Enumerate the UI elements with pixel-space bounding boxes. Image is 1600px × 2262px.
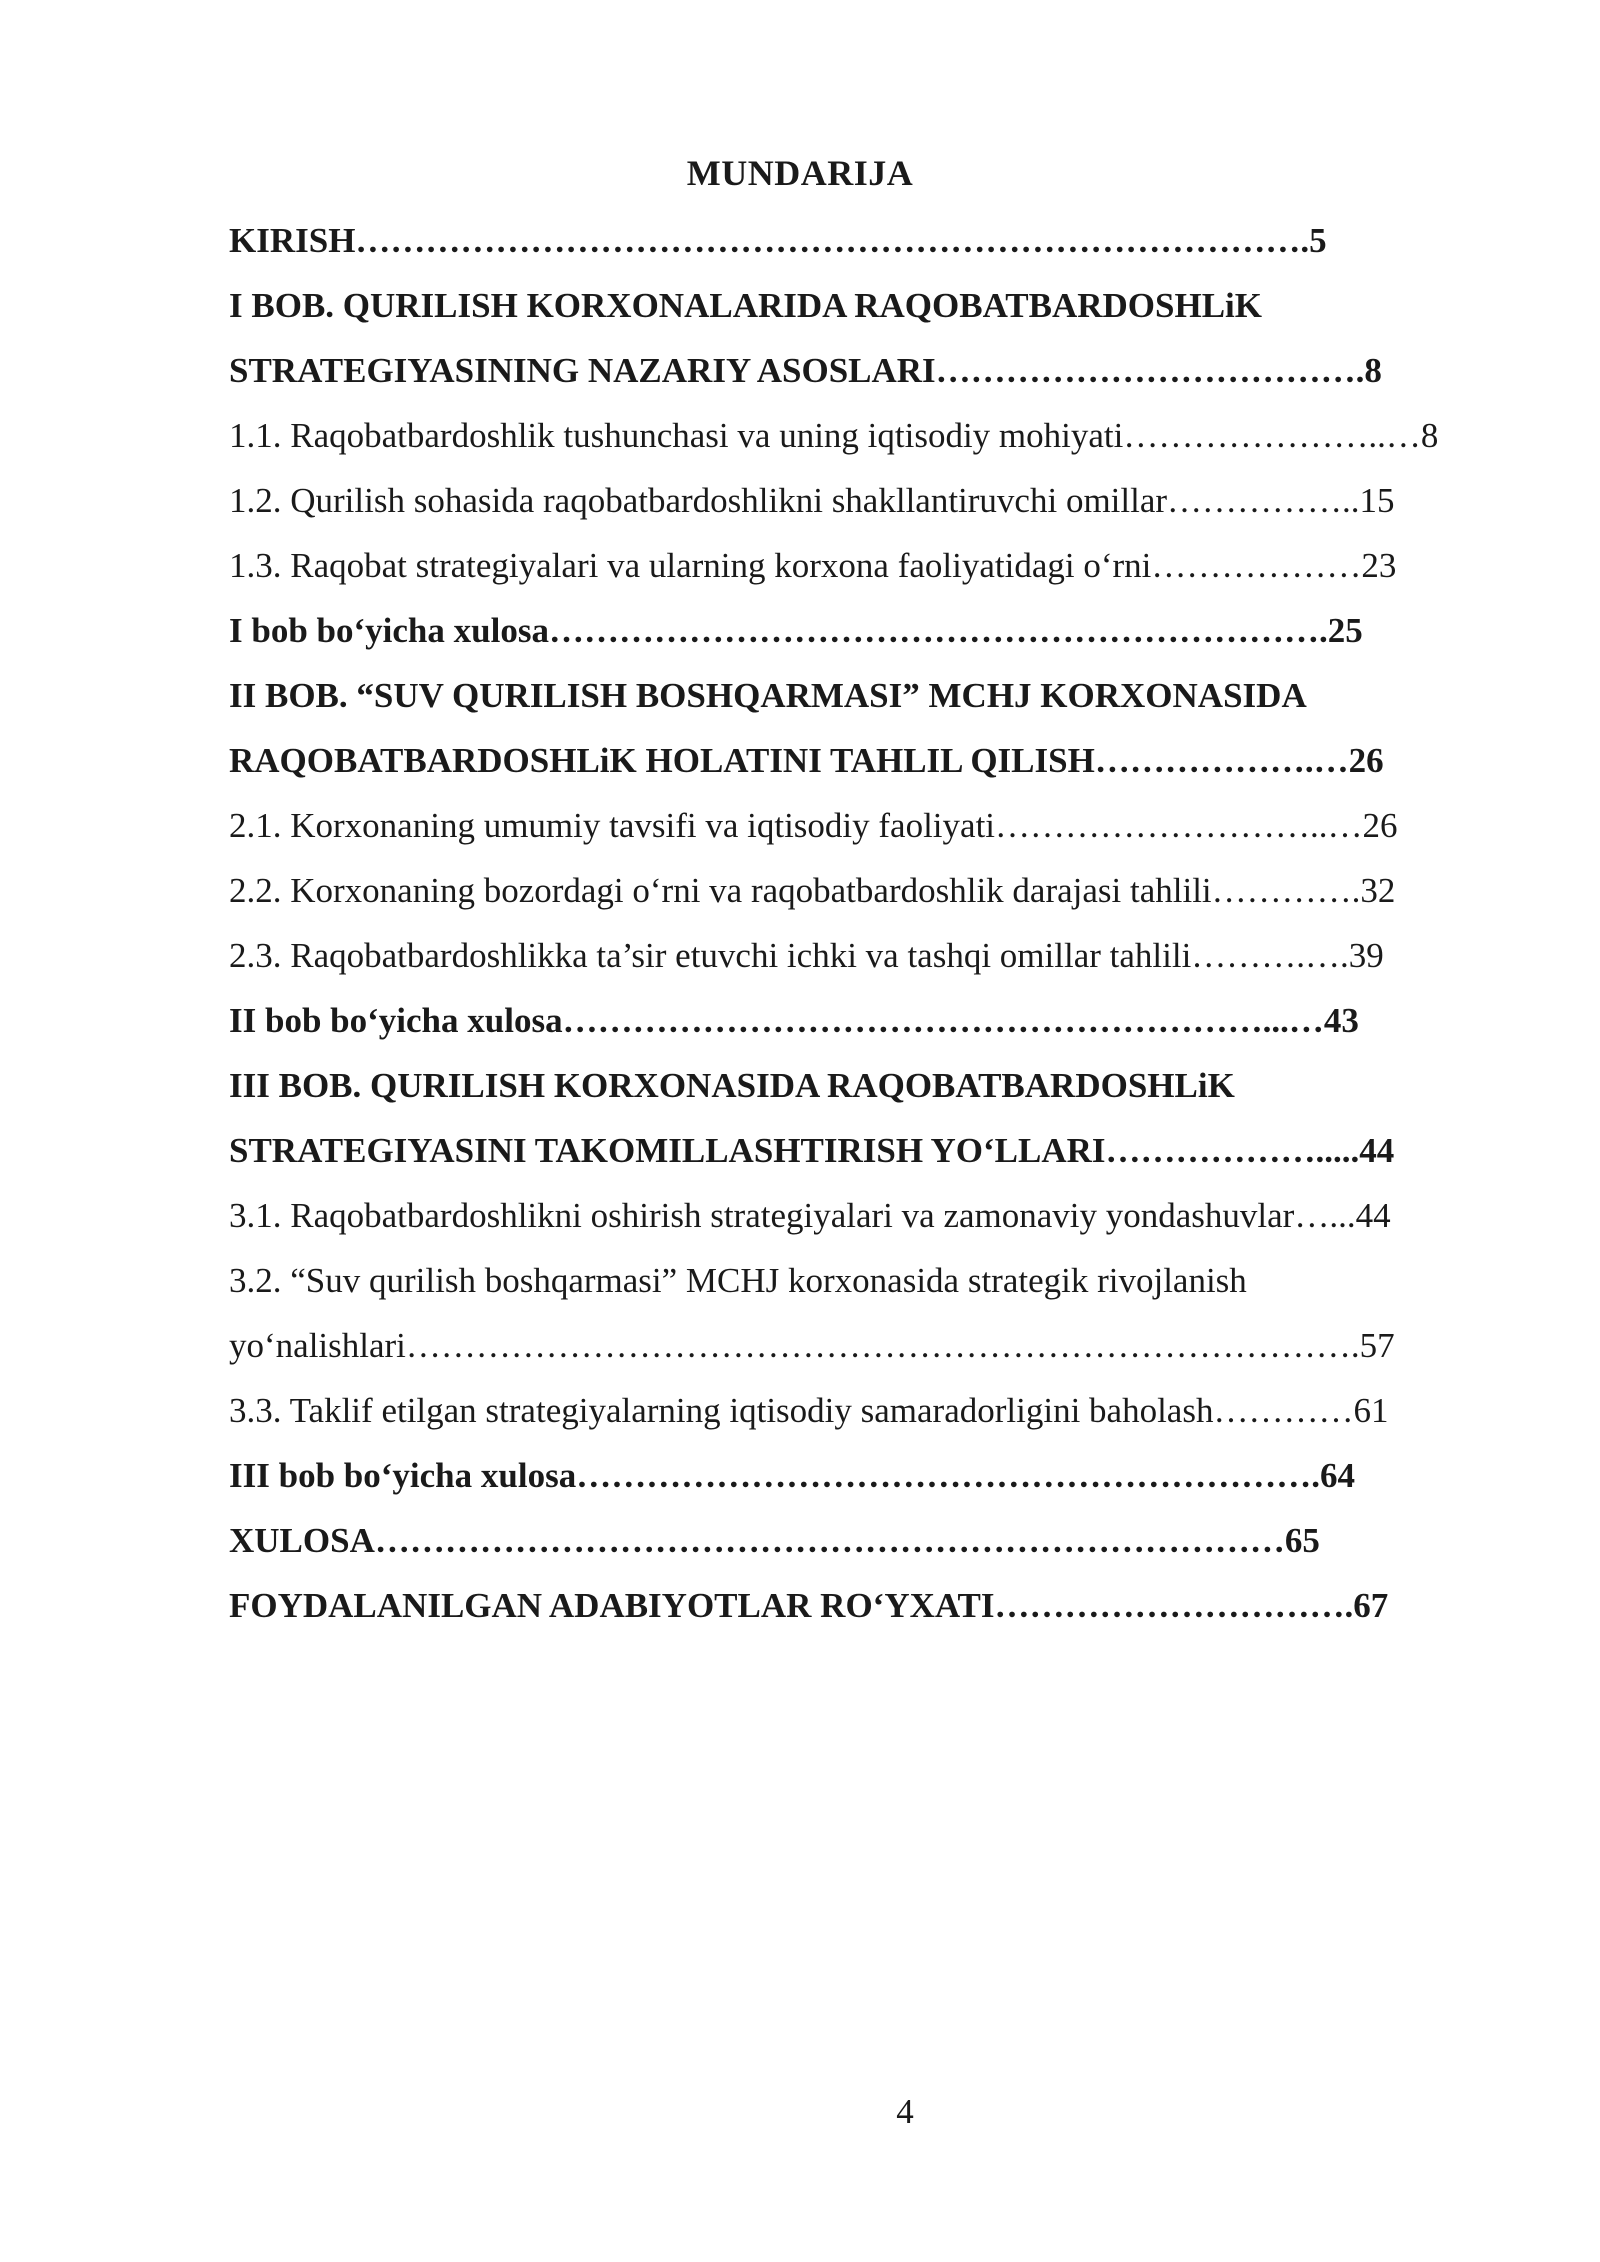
toc-line: KIRISH……………………………………………………………………….5 <box>229 221 1327 260</box>
toc-line: STRATEGIYASINI TAKOMILLASHTIRISH YO‘LLARI……………….....44 <box>229 1131 1395 1170</box>
toc-line: 1.2. Qurilish sohasida raqobatbardoshlikni shakllantiruvchi omillar……………..15 <box>229 481 1395 520</box>
toc-line: 3.3. Taklif etilgan strategiyalarning iqtisodiy samaradorligini baholash…………61 <box>229 1391 1389 1430</box>
toc-line: II bob bo‘yicha xulosa……………………………………………………...…43 <box>229 1001 1359 1040</box>
toc-line: 3.2. “Suv qurilish boshqarmasi” MCHJ korxonasida strategik rivojlanish <box>229 1261 1247 1300</box>
table-of-contents <box>229 218 1489 1648</box>
toc-line: III BOB. QURILISH KORXONASIDA RAQOBATBARDOSHLiK <box>229 1066 1235 1105</box>
toc-line: 1.1. Raqobatbardoshlik tushunchasi va uning iqtisodiy mohiyati…………………..…8 <box>229 416 1439 455</box>
toc-line: 2.2. Korxonaning bozordagi o‘rni va raqobatbardoshlik darajasi tahlili………….32 <box>229 871 1396 910</box>
page-number: 4 <box>896 2092 914 2131</box>
toc-line: yo‘nalishlari……………………………………………………………………….57 <box>229 1326 1395 1365</box>
toc-line: III bob bo‘yicha xulosa……………………………………………………….64 <box>229 1456 1355 1495</box>
toc-line: I bob bo‘yicha xulosa………………………………………………………….25 <box>229 611 1363 650</box>
toc-line: XULOSA……………………………………………………………………65 <box>229 1521 1320 1560</box>
toc-line: STRATEGIYASINING NAZARIY ASOSLARI……………………………….8 <box>229 351 1382 390</box>
toc-line: 2.1. Korxonaning umumiy tavsifi va iqtisodiy faoliyati………………………..…26 <box>229 806 1398 845</box>
toc-line: FOYDALANILGAN ADABIYOTLAR RO‘YXATI………………………….67 <box>229 1586 1389 1625</box>
toc-line: II BOB. “SUV QURILISH BOSHQARMASI” MCHJ KORXONASIDA <box>229 676 1307 715</box>
toc-line: 3.1. Raqobatbardoshlikni oshirish strategiyalari va zamonaviy yondashuvlar…...44 <box>229 1196 1391 1235</box>
toc-title: MUNDARIJA <box>686 153 914 193</box>
toc-line: RAQOBATBARDOSHLiK HOLATINI TAHLIL QILISH……………….…26 <box>229 741 1384 780</box>
toc-line: 1.3. Raqobat strategiyalari va ularning korxona faoliyatidagi o‘rni………………23 <box>229 546 1397 585</box>
toc-line: I BOB. QURILISH KORXONALARIDA RAQOBATBARDOSHLiK <box>229 286 1262 325</box>
toc-line: 2.3. Raqobatbardoshlikka ta’sir etuvchi ichki va tashqi omillar tahlili……….….39 <box>229 936 1384 975</box>
